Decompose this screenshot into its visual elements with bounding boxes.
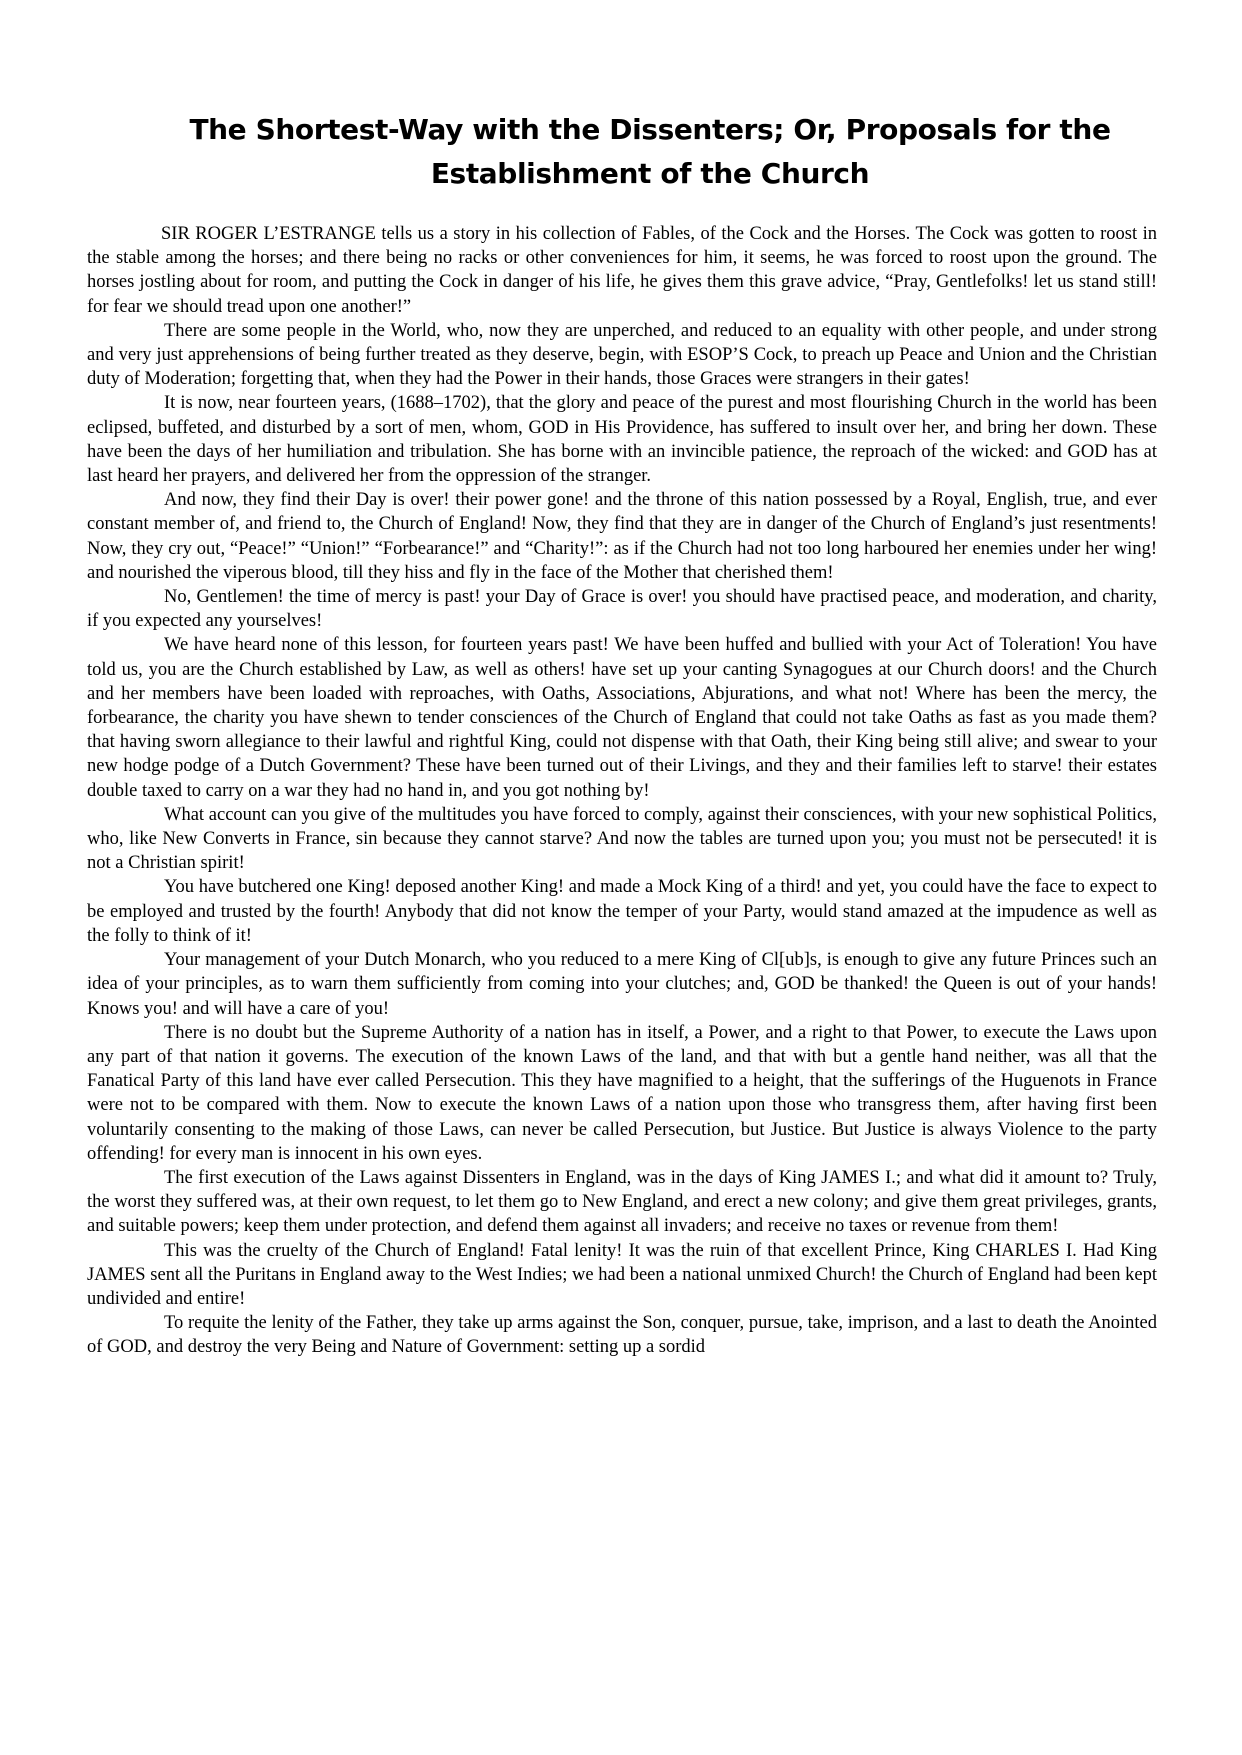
paragraph: What account can you give of the multitudes you have forced to comply, against their consciences, with your new sophistical Politics, who, like New Converts in France, sin because they cannot starve? And now the tables are turned upon you; you must not be persecuted! it is not a Christian spirit! xyxy=(87,804,1157,874)
paragraph: There are some people in the World, who, now they are unperched, and reduced to an equality with other people, and under strong and very just apprehensions of being further treated as they deserve, begin, with ESOP’S Cock, to preach up Peace and Union and the Christian duty of Moderation; forgetting that, when they had the Power in their hands, those Graces were strangers in their gates! xyxy=(87,320,1157,390)
paragraph: SIR ROGER L’ESTRANGE tells us a story in his collection of Fables, of the Cock and the Horses. The Cock was gotten to roost in the stable among the horses; and there being no racks or other conveniences for him, it seems, he was forced to roost upon the ground. The horses jostling about for room, and putting the Cock in danger of his life, he gives them this grave advice, “Pray, Gentlefolks! let us stand still! for fear we should tread upon one another!” xyxy=(87,224,1157,317)
paragraph: It is now, near fourteen years, (1688–1702), that the glory and peace of the purest and most flourishing Church in the world has been eclipsed, buffeted, and disturbed by a sort of men, whom, GOD in His Providence, has suffered to insult over her, and bring her down. These have been the days of her humiliation and tribulation. She has borne with an invincible patience, the reproach of the wicked: and GOD has at last heard her prayers, and delivered her from the oppression of the stranger. xyxy=(87,393,1157,487)
paragraph: And now, they find their Day is over! their power gone! and the throne of this nation possessed by a Royal, English, true, and ever constant member of, and friend to, the Church of England! Now, they find that they are in danger of the Church of England’s just resentments! Now, they cry out, “Peace!” “Union!” “Forbearance!” and “Charity!”: as if the Church had not too long harboured her enemies under her wing! and nourished the viperous blood, till they hiss and fly in the face of the Mother that cherished them! xyxy=(87,490,1157,583)
paragraph: This was the cruelty of the Church of England! Fatal lenity! It was the ruin of that excellent Prince, King CHARLES I. Had King JAMES sent all the Puritans in England away to the West Indies; we had been a national unmixed Church! the Church of England had been kept undivided and entire! xyxy=(87,1240,1157,1309)
paragraph: Your management of your Dutch Monarch, who you reduced to a mere King of Cl[ub]s, is enough to give any future Princes such an idea of your principles, as to warn them sufficiently from coming into your clutches; and, GOD be thanked! the Queen is out of your hands! Knows you! and will have a care of you! xyxy=(87,950,1157,1019)
paragraph: No, Gentlemen! the time of mercy is past! your Day of Grace is over! you should have practised peace, and moderation, and charity, if you expected any yourselves! xyxy=(87,587,1157,632)
paragraph: You have butchered one King! deposed another King! and made a Mock King of a third! and yet, you could have the face to expect to be employed and trusted by the fourth! Anybody that did not know the temper of your Party, would stand amazed at the impudence as well as the folly to think of it! xyxy=(87,877,1157,946)
document-title: The Shortest-Way with the Dissenters; Or, Proposals for the Establishment of the Church xyxy=(189,113,1111,190)
paragraph: There is no doubt but the Supreme Authority of a nation has in itself, a Power, and a right to that Power, to execute the Laws upon any part of that nation it governs. The execution of the known Laws of the land, and that with but a gentle hand neither, was all that the Fanatical Party of this land have ever called Persecution. This they have magnified to a height, that the sufferings of the Huguenots in France were not to be compared with them. Now to execute the known Laws of a nation upon those who transgress them, after having first been voluntarily consenting to the making of those Laws, can never be called Persecution, but Justice. But Justice is always Violence to the party offending! for every man is innocent in his own eyes. xyxy=(87,1022,1157,1164)
paragraph: We have heard none of this lesson, for fourteen years past! We have been huffed and bullied with your Act of Toleration! You have told us, you are the Church established by Law, as well as others! have set up your canting Synagogues at our Church doors! and the Church and her members have been loaded with reproaches, with Oaths, Associations, Abjurations, and what not! Where has been the mercy, the forbearance, the charity you have shewn to tender consciences of the Church of England that could not take Oaths as fast as you made them? that having sworn allegiance to their lawful and rightful King, could not dispense with that Oath, their King being still alive; and swear to your new hodge podge of a Dutch Government? These have been turned out of their Livings, and they and their families left to starve! their estates double taxed to carry on a war they had no hand in, and you got nothing by! xyxy=(87,635,1157,801)
paragraph: The first execution of the Laws against Dissenters in England, was in the days of King JAMES I.; and what did it amount to? Truly, the worst they suffered was, at their own request, to let them go to New England, and erect a new colony; and give them great privileges, grants, and suitable powers; keep them under protection, and defend them against all invaders; and receive no taxes or revenue from them! xyxy=(87,1167,1157,1237)
paragraph: To requite the lenity of the Father, they take up arms against the Son, conquer, pursue, take, imprison, and a last to death the Anointed of GOD, and destroy the very Being and Nature of Government: setting up a sordid xyxy=(87,1313,1157,1358)
document-body xyxy=(87,222,1157,1360)
